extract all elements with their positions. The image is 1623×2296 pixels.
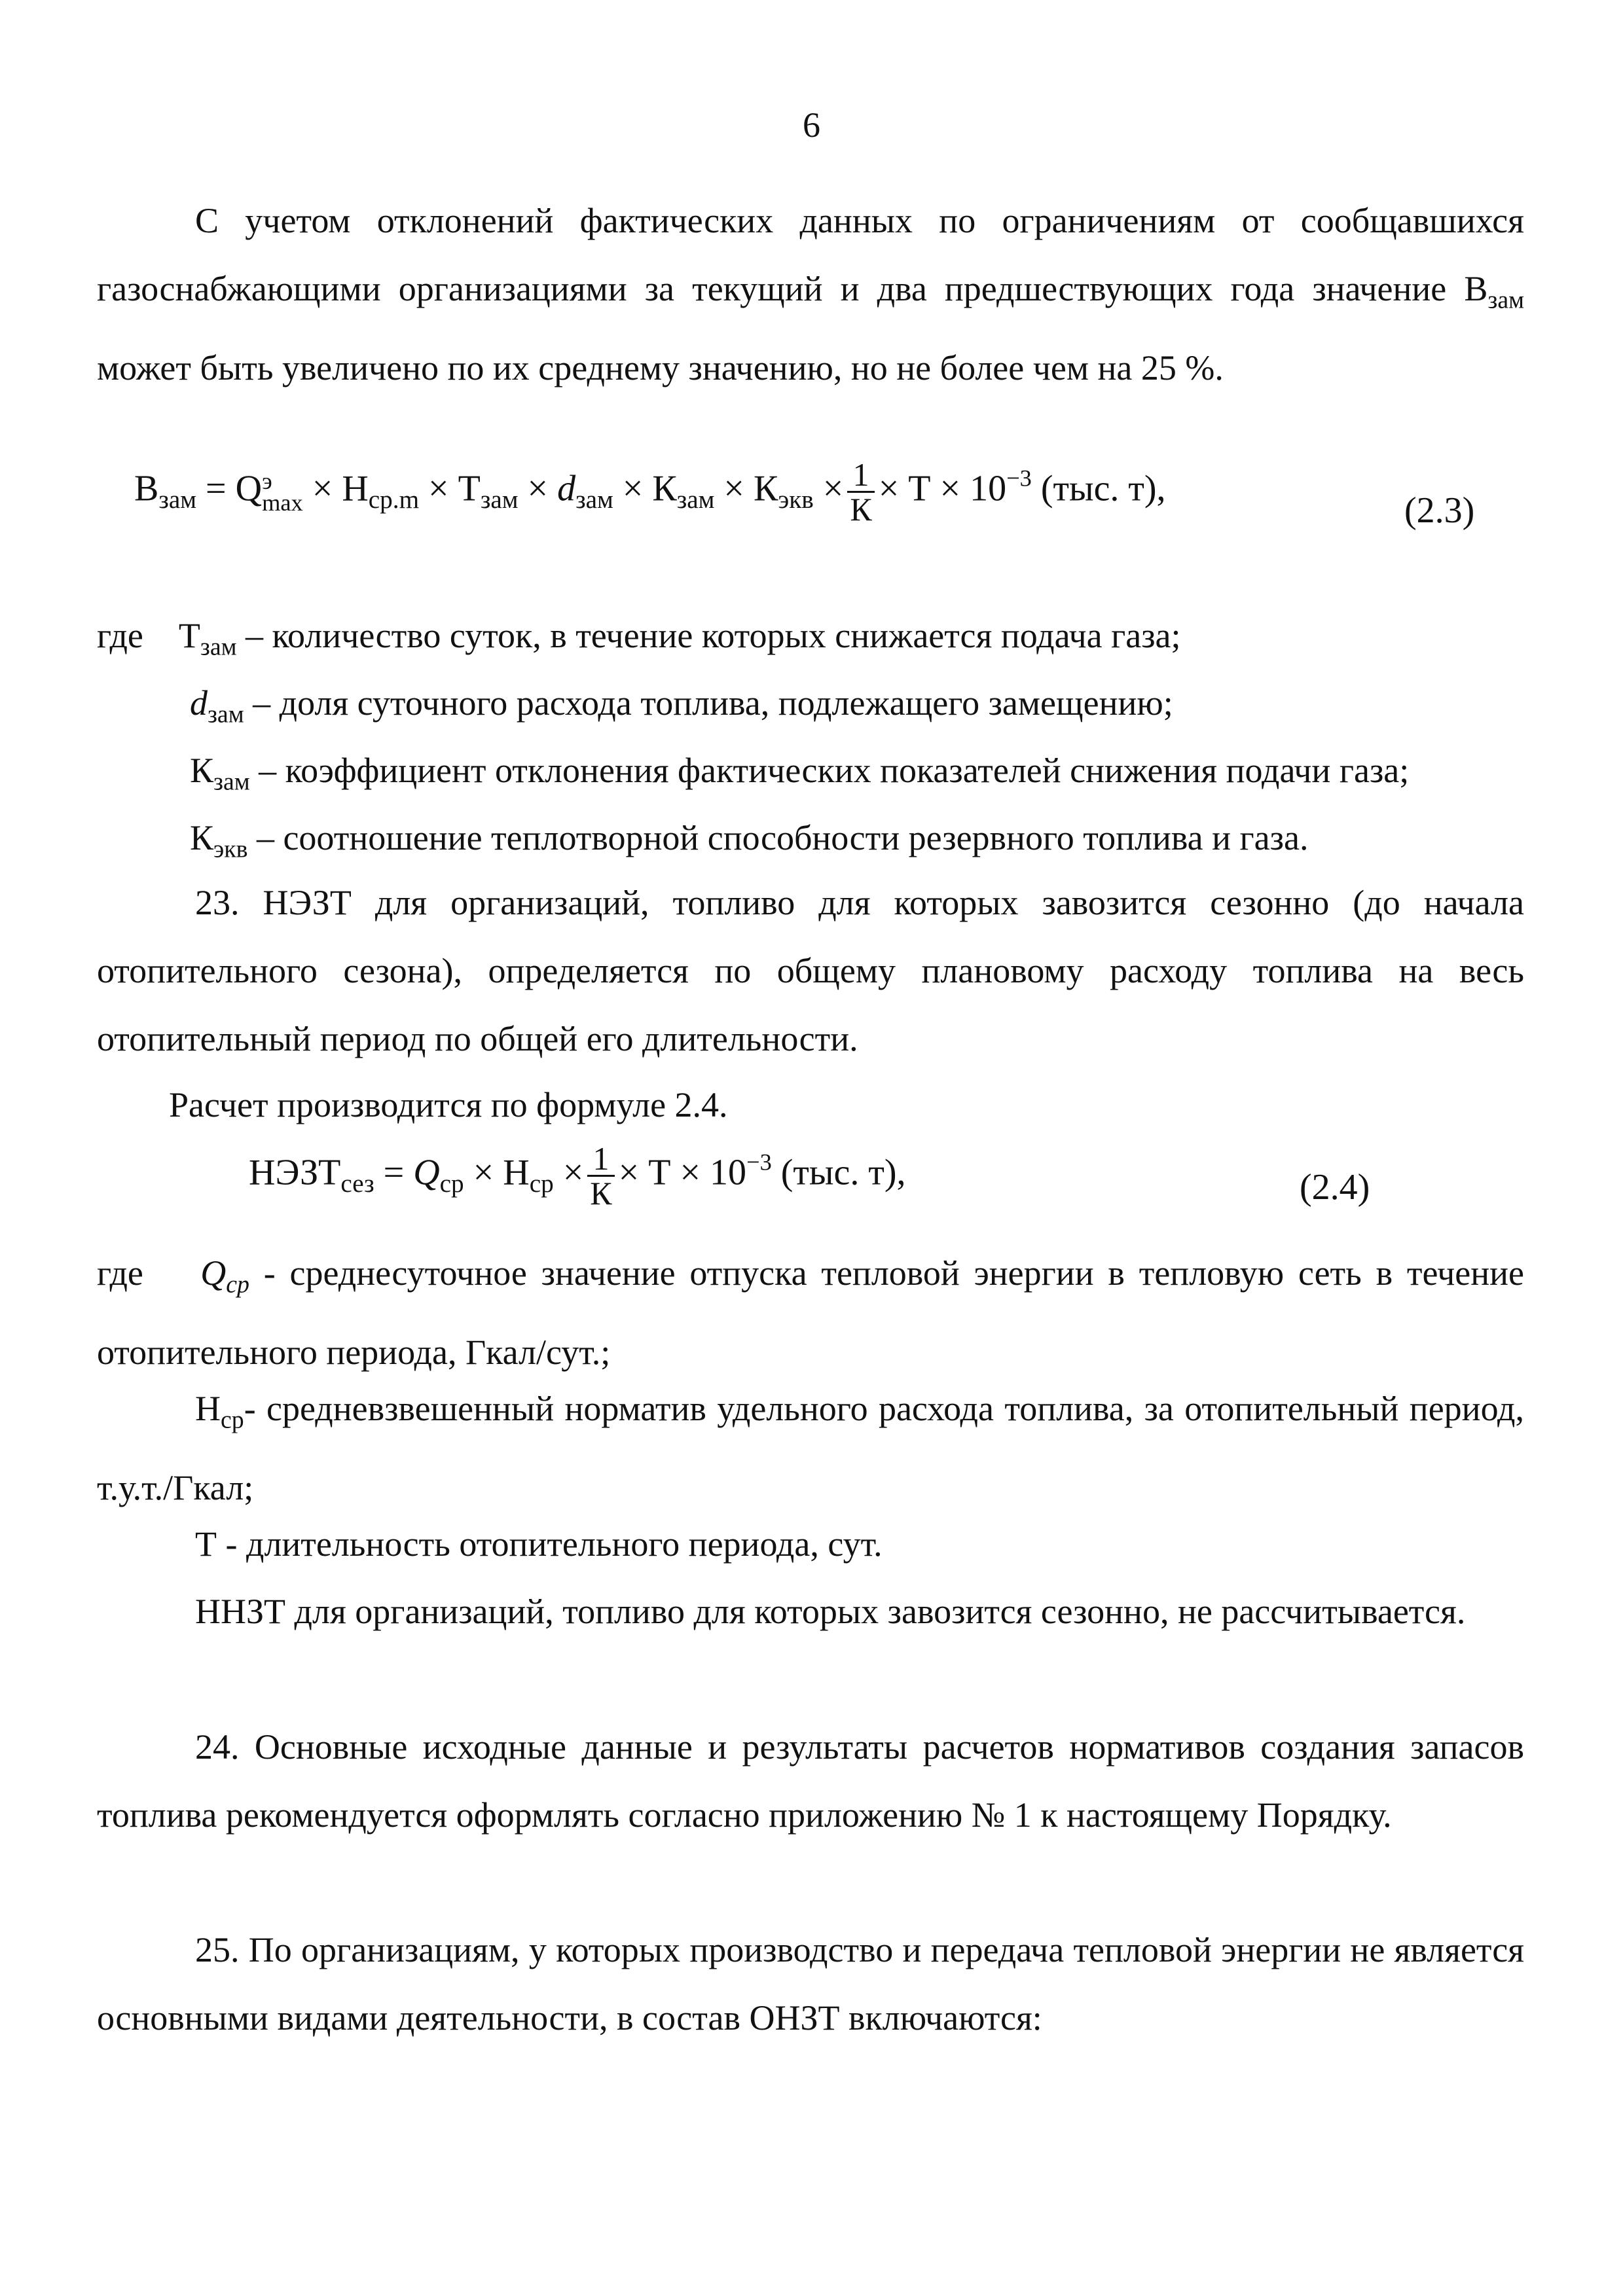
- equation-number-2-4: (2.4): [1300, 1167, 1370, 1208]
- equation-number-2-3: (2.3): [1404, 490, 1475, 531]
- paragraph-calc: Расчет производится по формуле 2.4.: [169, 1085, 728, 1124]
- paragraph-25: 25. По организациям, у которых производство и передача тепловой энергии не является основными видами деятельности, в состав ОНЗТ включаются:: [97, 1930, 1524, 2037]
- definition-k-ekv: $К_{экв}$ – соотношение теплотворной способности резервного топлива и газа.: [190, 818, 1309, 863]
- paragraph-24: 24. Основные исходные данные и результаты расчетов нормативов создания запасов топлива рекомендуется оформлять согласно приложению № 1 к настоящему Порядку.: [97, 1727, 1524, 1835]
- definition-t-zam: где $Т_{зам}$ – количество суток, в течение которых снижается подача газа;: [97, 616, 1181, 661]
- page-number: 6: [803, 105, 820, 145]
- var-b-zam: $В_{зам}$: [1464, 269, 1525, 314]
- formula-2-4: $НЭЗТ_{сез} = Q_{ср} \times Н_{ср}$ × $\frac{1}{К}$ × $Т \times 10^{-3}$ (тыс. т),: [249, 1140, 906, 1211]
- definition-k-zam: $К_{зам}$ – коэффициент отклонения фактических показателей снижения подачи газа;: [190, 751, 1410, 796]
- paragraph-gas-deviations: С учетом отклонений фактических данных по ограничениям от сообщавшихся газоснабжающими организациями за текущий и два предшествующих года значение $В_{зам}$ может быть увеличено по их среднему значению, но не более чем на 25 %.: [97, 201, 1525, 388]
- paragraph-nnzt: ННЗТ для организаций, топливо для которых завозится сезонно, не рассчитывается.: [195, 1592, 1466, 1631]
- definition-h-sr: $Н_{ср}-$ средневзвешенный норматив удельного расхода топлива, за отопительный период, т.у.т./Гкал;: [97, 1389, 1524, 1508]
- definition-q-sr: где $Q_{ср}$ - среднесуточное значение отпуска тепловой энергии в тепловую сеть в течение отопительного периода, Гкал/сут.;: [97, 1253, 1525, 1372]
- definition-t: Т - длительность отопительного периода, сут.: [195, 1524, 883, 1564]
- fraction-1-over-k: $\frac{1}{К}$: [847, 458, 874, 526]
- formula-2-3: $В_{зам} = Q$ э max × $Н_{ср.m} \times Т_{зам} \times d_{зам} \times К_{зам} \times К_{экв}$ × $\frac{1}{К}$ × $Т \times 10^{-3}$ (тыс. т),: [134, 456, 1166, 528]
- definition-d-zam: $d_{зам}$ – доля суточного расхода топлива, подлежащего замещению;: [190, 683, 1173, 728]
- fraction-1-over-k: $\frac{1}{К}$: [587, 1142, 614, 1210]
- paragraph-23: 23. НЭЗТ для организаций, топливо для которых завозится сезонно (до начала отопительного сезона), определяется по общему плановому расходу топлива на весь отопительный период по общей его длительности.: [97, 883, 1524, 1058]
